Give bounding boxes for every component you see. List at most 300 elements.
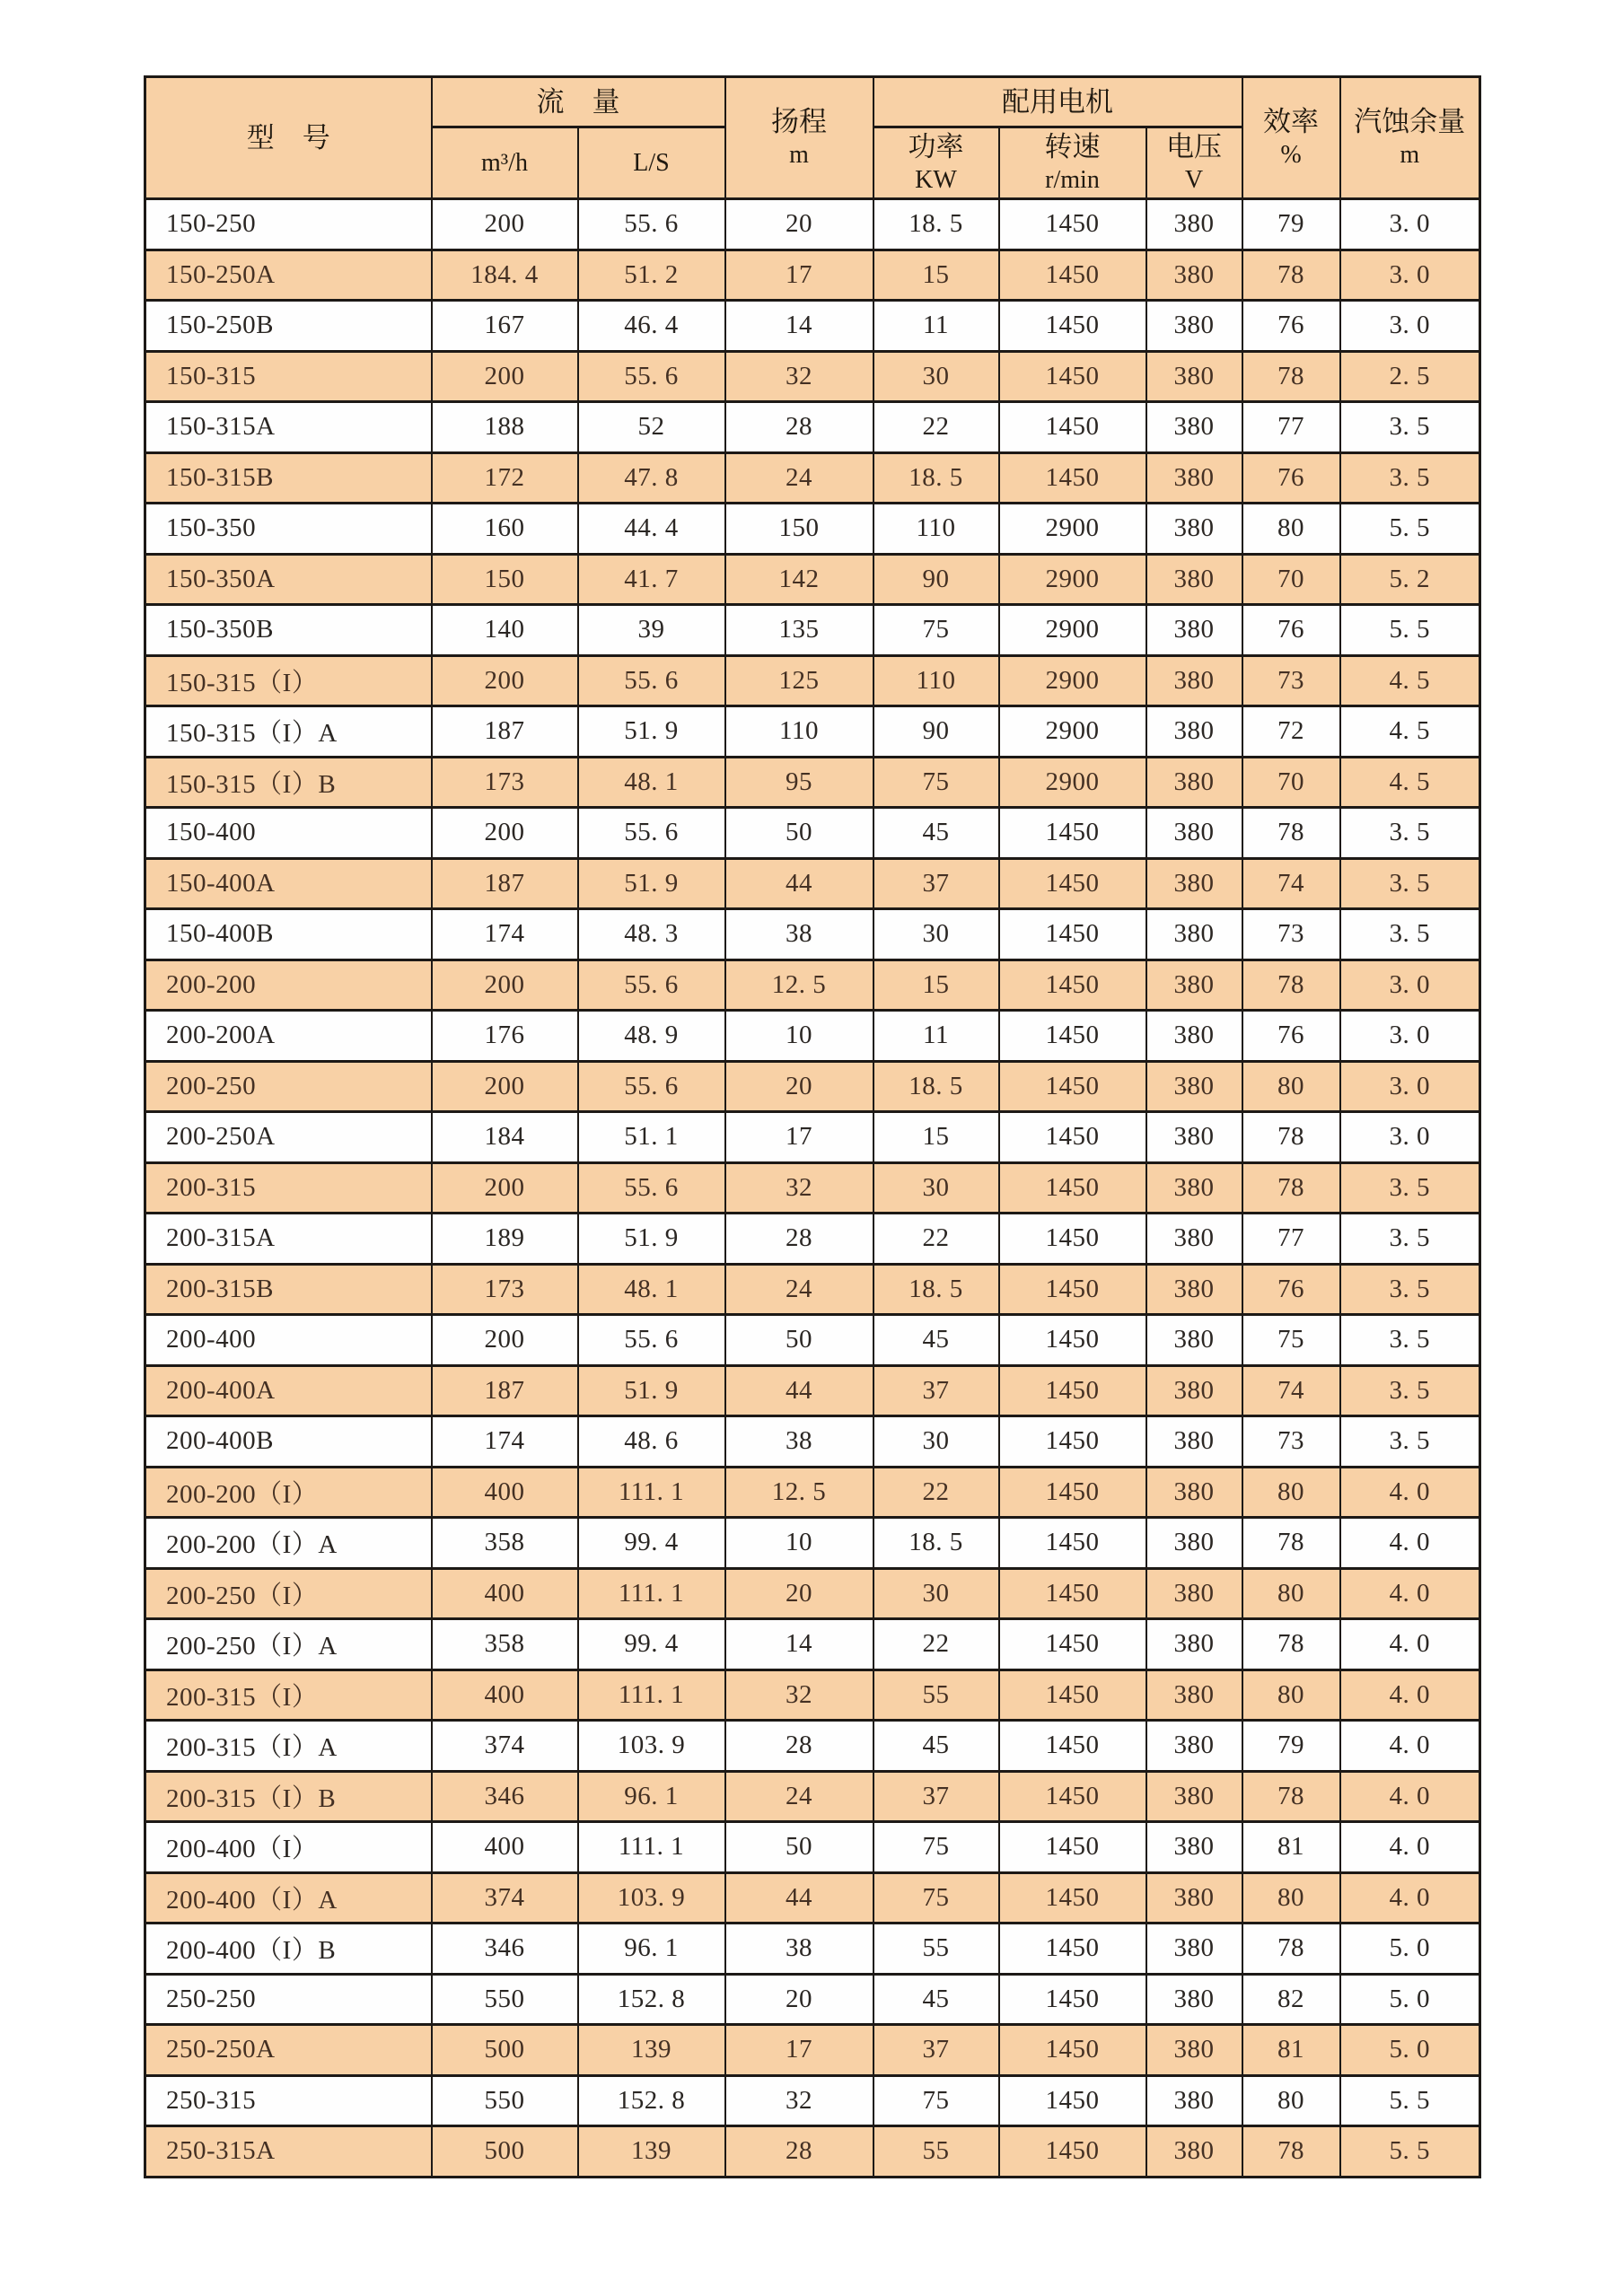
cell-model: 250-250 (145, 1974, 432, 2025)
cell-flow-ls: 51. 2 (578, 250, 725, 301)
cell-flow-ls: 111. 1 (578, 1669, 725, 1721)
cell-speed-rpm: 1450 (999, 452, 1146, 504)
cell-voltage-v: 380 (1146, 655, 1242, 706)
cell-voltage-v: 380 (1146, 1518, 1242, 1569)
table-row (145, 1872, 1480, 1924)
cell-head-m: 32 (725, 2075, 873, 2126)
cell-speed-rpm: 1450 (999, 2075, 1146, 2126)
table-row (145, 605, 1480, 656)
cell-speed-rpm: 1450 (999, 858, 1146, 909)
cell-model: 200-315B (145, 1264, 432, 1315)
cell-speed-rpm: 2900 (999, 706, 1146, 758)
cell-model: 150-315A (145, 402, 432, 453)
cell-flow-m3h: 188 (432, 402, 578, 453)
cell-npsh-m: 5. 5 (1340, 605, 1480, 656)
cell-model: 200-250（I） (145, 1568, 432, 1619)
cell-npsh-m: 4. 5 (1340, 655, 1480, 706)
cell-power-kw: 11 (873, 1011, 999, 1062)
cell-flow-m3h: 400 (432, 1467, 578, 1518)
cell-npsh-m: 4. 0 (1340, 1822, 1480, 1873)
cell-speed-rpm: 1450 (999, 1416, 1146, 1468)
table-row (145, 1214, 1480, 1265)
cell-efficiency-pct: 73 (1242, 655, 1340, 706)
cell-flow-m3h: 174 (432, 909, 578, 960)
cell-flow-ls: 39 (578, 605, 725, 656)
cell-voltage-v: 380 (1146, 960, 1242, 1011)
cell-efficiency-pct: 74 (1242, 1365, 1340, 1416)
cell-npsh-m: 4. 0 (1340, 1518, 1480, 1569)
cell-model: 200-400B (145, 1416, 432, 1468)
cell-efficiency-pct: 77 (1242, 1214, 1340, 1265)
cell-power-kw: 18. 5 (873, 1061, 999, 1112)
cell-power-kw: 90 (873, 554, 999, 605)
cell-model: 200-315A (145, 1214, 432, 1265)
cell-efficiency-pct: 81 (1242, 2025, 1340, 2076)
cell-npsh-m: 4. 0 (1340, 1721, 1480, 1772)
table-row (145, 2075, 1480, 2126)
cell-npsh-m: 3. 5 (1340, 1214, 1480, 1265)
cell-efficiency-pct: 79 (1242, 199, 1340, 250)
table-row (145, 1822, 1480, 1873)
cell-voltage-v: 380 (1146, 1264, 1242, 1315)
cell-flow-m3h: 173 (432, 757, 578, 808)
cell-power-kw: 22 (873, 1214, 999, 1265)
cell-voltage-v: 380 (1146, 351, 1242, 402)
cell-speed-rpm: 2900 (999, 655, 1146, 706)
cell-speed-rpm: 2900 (999, 605, 1146, 656)
cell-head-m: 44 (725, 1872, 873, 1924)
cell-flow-m3h: 500 (432, 2025, 578, 2076)
cell-flow-ls: 46. 4 (578, 301, 725, 352)
cell-head-m: 50 (725, 808, 873, 859)
cell-speed-rpm: 1450 (999, 250, 1146, 301)
cell-head-m: 38 (725, 1416, 873, 1468)
cell-flow-ls: 55. 6 (578, 1061, 725, 1112)
cell-model: 200-315（I）A (145, 1721, 432, 1772)
cell-voltage-v: 380 (1146, 1315, 1242, 1366)
cell-npsh-m: 3. 5 (1340, 1264, 1480, 1315)
cell-voltage-v: 380 (1146, 452, 1242, 504)
cell-flow-ls: 48. 3 (578, 909, 725, 960)
cell-power-kw: 45 (873, 1974, 999, 2025)
cell-speed-rpm: 1450 (999, 199, 1146, 250)
cell-model: 150-250A (145, 250, 432, 301)
cell-flow-ls: 48. 1 (578, 1264, 725, 1315)
cell-efficiency-pct: 78 (1242, 1924, 1340, 1975)
header-speed-unit: r/min (1045, 166, 1100, 195)
cell-flow-ls: 139 (578, 2025, 725, 2076)
cell-flow-ls: 99. 4 (578, 1619, 725, 1670)
cell-flow-m3h: 200 (432, 960, 578, 1011)
cell-efficiency-pct: 80 (1242, 1872, 1340, 1924)
cell-speed-rpm: 1450 (999, 1872, 1146, 1924)
cell-npsh-m: 3. 0 (1340, 1011, 1480, 1062)
cell-power-kw: 45 (873, 1315, 999, 1366)
cell-power-kw: 37 (873, 1771, 999, 1822)
cell-model: 150-315（I） (145, 655, 432, 706)
cell-efficiency-pct: 80 (1242, 1669, 1340, 1721)
table-row (145, 1112, 1480, 1163)
cell-flow-ls: 96. 1 (578, 1771, 725, 1822)
cell-head-m: 28 (725, 1214, 873, 1265)
cell-model: 150-315（I）B (145, 757, 432, 808)
cell-voltage-v: 380 (1146, 1416, 1242, 1468)
cell-npsh-m: 3. 0 (1340, 301, 1480, 352)
header-voltage (1146, 127, 1242, 199)
cell-flow-m3h: 187 (432, 858, 578, 909)
cell-speed-rpm: 1450 (999, 1924, 1146, 1975)
cell-head-m: 20 (725, 199, 873, 250)
cell-flow-m3h: 200 (432, 655, 578, 706)
cell-efficiency-pct: 76 (1242, 452, 1340, 504)
cell-head-m: 28 (725, 1721, 873, 1772)
cell-voltage-v: 380 (1146, 706, 1242, 758)
cell-flow-m3h: 400 (432, 1568, 578, 1619)
cell-efficiency-pct: 70 (1242, 757, 1340, 808)
cell-flow-m3h: 400 (432, 1669, 578, 1721)
cell-npsh-m: 3. 0 (1340, 960, 1480, 1011)
cell-efficiency-pct: 76 (1242, 301, 1340, 352)
cell-voltage-v: 380 (1146, 402, 1242, 453)
header-motor: 配用电机 (873, 77, 1242, 127)
cell-efficiency-pct: 78 (1242, 1771, 1340, 1822)
cell-flow-ls: 55. 6 (578, 960, 725, 1011)
cell-power-kw: 75 (873, 757, 999, 808)
cell-npsh-m: 4. 0 (1340, 1669, 1480, 1721)
table-header (145, 77, 1480, 199)
cell-npsh-m: 4. 0 (1340, 1467, 1480, 1518)
cell-power-kw: 15 (873, 250, 999, 301)
table-row (145, 2025, 1480, 2076)
cell-flow-m3h: 150 (432, 554, 578, 605)
cell-power-kw: 75 (873, 605, 999, 656)
table-row (145, 1721, 1480, 1772)
cell-npsh-m: 3. 5 (1340, 808, 1480, 859)
cell-flow-ls: 55. 6 (578, 1162, 725, 1214)
cell-efficiency-pct: 80 (1242, 1061, 1340, 1112)
cell-speed-rpm: 1450 (999, 1061, 1146, 1112)
cell-head-m: 17 (725, 1112, 873, 1163)
cell-flow-m3h: 346 (432, 1771, 578, 1822)
cell-voltage-v: 380 (1146, 1365, 1242, 1416)
cell-head-m: 38 (725, 1924, 873, 1975)
cell-npsh-m: 5. 5 (1340, 2075, 1480, 2126)
header-npsh-label: 汽蚀余量 (1354, 105, 1466, 137)
cell-efficiency-pct: 78 (1242, 808, 1340, 859)
cell-npsh-m: 4. 0 (1340, 1619, 1480, 1670)
cell-flow-m3h: 200 (432, 1162, 578, 1214)
cell-speed-rpm: 1450 (999, 1365, 1146, 1416)
cell-efficiency-pct: 80 (1242, 1568, 1340, 1619)
cell-flow-m3h: 184. 4 (432, 250, 578, 301)
cell-power-kw: 18. 5 (873, 1518, 999, 1569)
cell-speed-rpm: 1450 (999, 1518, 1146, 1569)
pump-spec-table (144, 75, 1481, 2178)
table-row (145, 808, 1480, 859)
cell-flow-m3h: 174 (432, 1416, 578, 1468)
cell-voltage-v: 380 (1146, 1669, 1242, 1721)
cell-flow-ls: 111. 1 (578, 1822, 725, 1873)
cell-voltage-v: 380 (1146, 1822, 1242, 1873)
cell-head-m: 20 (725, 1974, 873, 2025)
cell-speed-rpm: 2900 (999, 504, 1146, 555)
cell-model: 200-250（I）A (145, 1619, 432, 1670)
cell-efficiency-pct: 80 (1242, 2075, 1340, 2126)
cell-flow-ls: 103. 9 (578, 1872, 725, 1924)
cell-speed-rpm: 1450 (999, 1162, 1146, 1214)
cell-efficiency-pct: 78 (1242, 1518, 1340, 1569)
cell-speed-rpm: 1450 (999, 402, 1146, 453)
cell-efficiency-pct: 78 (1242, 1112, 1340, 1163)
cell-flow-m3h: 167 (432, 301, 578, 352)
cell-flow-ls: 52 (578, 402, 725, 453)
cell-head-m: 12. 5 (725, 1467, 873, 1518)
table-row (145, 351, 1480, 402)
cell-flow-ls: 55. 6 (578, 808, 725, 859)
table-row (145, 1518, 1480, 1569)
cell-model: 250-315A (145, 2126, 432, 2178)
cell-model: 200-315 (145, 1162, 432, 1214)
cell-npsh-m: 3. 0 (1340, 199, 1480, 250)
cell-head-m: 28 (725, 402, 873, 453)
cell-flow-ls: 139 (578, 2126, 725, 2178)
cell-voltage-v: 380 (1146, 301, 1242, 352)
cell-power-kw: 110 (873, 655, 999, 706)
cell-voltage-v: 380 (1146, 250, 1242, 301)
cell-head-m: 17 (725, 250, 873, 301)
cell-npsh-m: 4. 0 (1340, 1771, 1480, 1822)
table-row (145, 858, 1480, 909)
cell-head-m: 10 (725, 1011, 873, 1062)
cell-voltage-v: 380 (1146, 605, 1242, 656)
cell-npsh-m: 3. 5 (1340, 1416, 1480, 1468)
cell-npsh-m: 3. 0 (1340, 1061, 1480, 1112)
cell-npsh-m: 3. 5 (1340, 1315, 1480, 1366)
table-body (145, 199, 1480, 2178)
cell-power-kw: 55 (873, 1924, 999, 1975)
cell-voltage-v: 380 (1146, 2025, 1242, 2076)
cell-flow-m3h: 358 (432, 1619, 578, 1670)
cell-npsh-m: 4. 5 (1340, 757, 1480, 808)
cell-model: 150-315B (145, 452, 432, 504)
cell-efficiency-pct: 78 (1242, 351, 1340, 402)
cell-efficiency-pct: 76 (1242, 1011, 1340, 1062)
table-row (145, 655, 1480, 706)
cell-npsh-m: 5. 0 (1340, 2025, 1480, 2076)
cell-efficiency-pct: 73 (1242, 1416, 1340, 1468)
cell-power-kw: 37 (873, 858, 999, 909)
cell-npsh-m: 4. 0 (1340, 1568, 1480, 1619)
table-row (145, 1669, 1480, 1721)
cell-flow-m3h: 176 (432, 1011, 578, 1062)
cell-efficiency-pct: 81 (1242, 1822, 1340, 1873)
cell-model: 150-350B (145, 605, 432, 656)
table-row (145, 960, 1480, 1011)
table-row (145, 1061, 1480, 1112)
cell-flow-ls: 51. 9 (578, 706, 725, 758)
cell-npsh-m: 5. 0 (1340, 1924, 1480, 1975)
cell-flow-ls: 41. 7 (578, 554, 725, 605)
cell-head-m: 14 (725, 1619, 873, 1670)
cell-flow-m3h: 200 (432, 199, 578, 250)
cell-flow-m3h: 400 (432, 1822, 578, 1873)
cell-head-m: 24 (725, 452, 873, 504)
cell-power-kw: 22 (873, 1467, 999, 1518)
cell-model: 250-315 (145, 2075, 432, 2126)
cell-head-m: 150 (725, 504, 873, 555)
cell-voltage-v: 380 (1146, 1061, 1242, 1112)
cell-efficiency-pct: 75 (1242, 1315, 1340, 1366)
cell-voltage-v: 380 (1146, 757, 1242, 808)
cell-power-kw: 110 (873, 504, 999, 555)
cell-voltage-v: 380 (1146, 858, 1242, 909)
table-row (145, 452, 1480, 504)
cell-speed-rpm: 1450 (999, 1315, 1146, 1366)
table-row (145, 2126, 1480, 2178)
table-row (145, 250, 1480, 301)
cell-voltage-v: 380 (1146, 1721, 1242, 1772)
cell-flow-m3h: 189 (432, 1214, 578, 1265)
cell-flow-ls: 51. 9 (578, 1365, 725, 1416)
cell-speed-rpm: 1450 (999, 1771, 1146, 1822)
table-row (145, 554, 1480, 605)
cell-head-m: 38 (725, 909, 873, 960)
cell-head-m: 14 (725, 301, 873, 352)
table-row (145, 199, 1480, 250)
cell-npsh-m: 5. 2 (1340, 554, 1480, 605)
cell-efficiency-pct: 78 (1242, 2126, 1340, 2178)
cell-model: 200-400（I）A (145, 1872, 432, 1924)
cell-power-kw: 11 (873, 301, 999, 352)
cell-flow-ls: 44. 4 (578, 504, 725, 555)
table-row (145, 1568, 1480, 1619)
cell-flow-ls: 48. 6 (578, 1416, 725, 1468)
cell-speed-rpm: 1450 (999, 808, 1146, 859)
cell-power-kw: 75 (873, 1872, 999, 1924)
header-power-unit: KW (915, 166, 957, 195)
cell-head-m: 17 (725, 2025, 873, 2076)
cell-head-m: 32 (725, 351, 873, 402)
cell-head-m: 142 (725, 554, 873, 605)
cell-npsh-m: 3. 5 (1340, 1365, 1480, 1416)
cell-head-m: 24 (725, 1264, 873, 1315)
cell-model: 200-200A (145, 1011, 432, 1062)
cell-efficiency-pct: 78 (1242, 250, 1340, 301)
cell-speed-rpm: 1450 (999, 2025, 1146, 2076)
cell-voltage-v: 380 (1146, 1974, 1242, 2025)
cell-head-m: 10 (725, 1518, 873, 1569)
cell-flow-m3h: 160 (432, 504, 578, 555)
table-row (145, 706, 1480, 758)
cell-head-m: 28 (725, 2126, 873, 2178)
cell-flow-m3h: 187 (432, 1365, 578, 1416)
cell-efficiency-pct: 78 (1242, 960, 1340, 1011)
cell-speed-rpm: 1450 (999, 1214, 1146, 1265)
cell-npsh-m: 3. 0 (1340, 1112, 1480, 1163)
cell-efficiency-pct: 78 (1242, 1162, 1340, 1214)
cell-flow-m3h: 374 (432, 1872, 578, 1924)
cell-power-kw: 30 (873, 1416, 999, 1468)
header-npsh-unit: m (1400, 141, 1420, 170)
cell-efficiency-pct: 76 (1242, 1264, 1340, 1315)
cell-power-kw: 30 (873, 1162, 999, 1214)
cell-power-kw: 18. 5 (873, 1264, 999, 1315)
cell-head-m: 50 (725, 1822, 873, 1873)
cell-npsh-m: 3. 0 (1340, 250, 1480, 301)
cell-npsh-m: 5. 0 (1340, 1974, 1480, 2025)
table-row (145, 1924, 1480, 1975)
cell-power-kw: 22 (873, 402, 999, 453)
cell-efficiency-pct: 79 (1242, 1721, 1340, 1772)
cell-power-kw: 45 (873, 808, 999, 859)
header-efficiency-label: 效率 (1263, 105, 1319, 137)
cell-speed-rpm: 1450 (999, 1721, 1146, 1772)
table-row (145, 1416, 1480, 1468)
cell-flow-ls: 111. 1 (578, 1467, 725, 1518)
cell-voltage-v: 380 (1146, 1872, 1242, 1924)
cell-model: 200-200（I） (145, 1467, 432, 1518)
cell-efficiency-pct: 82 (1242, 1974, 1340, 2025)
cell-voltage-v: 380 (1146, 1011, 1242, 1062)
cell-speed-rpm: 1450 (999, 1974, 1146, 2025)
cell-npsh-m: 3. 5 (1340, 909, 1480, 960)
cell-flow-m3h: 184 (432, 1112, 578, 1163)
cell-flow-ls: 48. 9 (578, 1011, 725, 1062)
cell-head-m: 44 (725, 858, 873, 909)
cell-power-kw: 30 (873, 1568, 999, 1619)
header-flow-ls: L/S (578, 127, 725, 199)
cell-efficiency-pct: 78 (1242, 1619, 1340, 1670)
cell-model: 150-315 (145, 351, 432, 402)
cell-flow-m3h: 200 (432, 808, 578, 859)
cell-flow-m3h: 200 (432, 1315, 578, 1366)
cell-efficiency-pct: 77 (1242, 402, 1340, 453)
cell-power-kw: 37 (873, 2025, 999, 2076)
cell-power-kw: 75 (873, 2075, 999, 2126)
cell-power-kw: 30 (873, 351, 999, 402)
cell-head-m: 50 (725, 1315, 873, 1366)
cell-efficiency-pct: 80 (1242, 1467, 1340, 1518)
cell-flow-ls: 55. 6 (578, 1315, 725, 1366)
cell-speed-rpm: 1450 (999, 1669, 1146, 1721)
table-row (145, 909, 1480, 960)
cell-speed-rpm: 2900 (999, 554, 1146, 605)
cell-voltage-v: 380 (1146, 1112, 1242, 1163)
header-npsh (1340, 77, 1480, 199)
table-row (145, 1974, 1480, 2025)
table-row (145, 1315, 1480, 1366)
cell-model: 250-250A (145, 2025, 432, 2076)
table-row (145, 1467, 1480, 1518)
cell-power-kw: 18. 5 (873, 452, 999, 504)
cell-voltage-v: 380 (1146, 1467, 1242, 1518)
cell-efficiency-pct: 72 (1242, 706, 1340, 758)
table-row (145, 301, 1480, 352)
cell-voltage-v: 380 (1146, 1771, 1242, 1822)
cell-voltage-v: 380 (1146, 2075, 1242, 2126)
header-voltage-unit: V (1184, 166, 1204, 195)
cell-flow-m3h: 200 (432, 351, 578, 402)
cell-speed-rpm: 1450 (999, 1822, 1146, 1873)
cell-flow-ls: 51. 1 (578, 1112, 725, 1163)
cell-model: 150-400 (145, 808, 432, 859)
cell-efficiency-pct: 80 (1242, 504, 1340, 555)
cell-flow-ls: 55. 6 (578, 655, 725, 706)
header-head-unit: m (789, 141, 809, 170)
cell-head-m: 20 (725, 1061, 873, 1112)
cell-head-m: 125 (725, 655, 873, 706)
table-row (145, 757, 1480, 808)
